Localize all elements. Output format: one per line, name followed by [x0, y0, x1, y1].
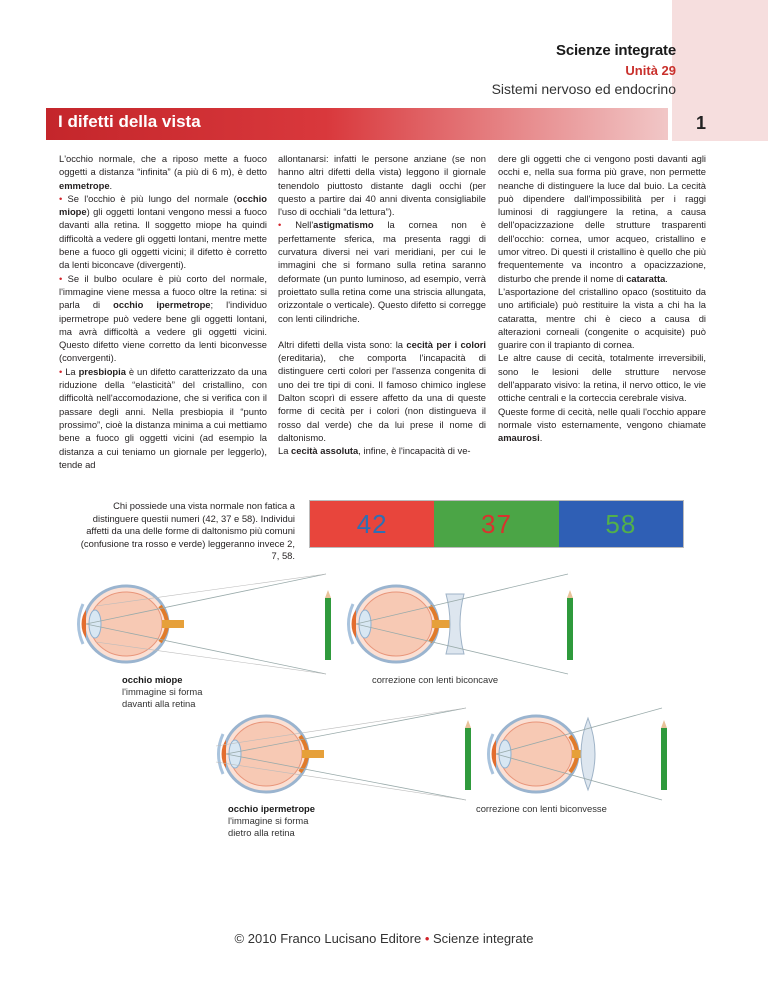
paragraph: La cecità assoluta, infine, è l'incapacità di ve- — [278, 445, 471, 457]
bullet-icon: • — [59, 365, 63, 377]
corner-tab — [672, 0, 768, 141]
footer-copyright: © 2010 Franco Lucisano Editore — [234, 931, 422, 946]
paragraph: L'occhio normale, che a riposo mette a fuoco oggetti a distanza “infinita” (a più di 6 m), è detto emmetrope. — [59, 153, 267, 191]
label-myopic-eye: occhio miope l'immagine si forma davanti alla retina — [122, 674, 203, 709]
page-number: 1 — [696, 113, 707, 133]
text-column-3 — [498, 152, 706, 445]
paragraph: allontanarsi: infatti le persone anziane (se non hanno altri difetti della vista) leggono il giornale tenendolo piuttosto distante dagli occhi (per questo a partire dai 40 anni diventa consigliabile l'uso di occhiali “da lettura”). — [278, 153, 486, 218]
label-biconcave-correction: correzione con lenti biconcave — [372, 674, 499, 685]
paragraph: L'asportazione del cristallino opaco (sostituito da uno artificiale) può restituire la vista a chi ha la cataratta, mentre chi è cieco a causa di alterazioni corneali (congenite o acquisite) può guarire con il trapianto di cornea. — [498, 285, 706, 351]
paragraph: • Se il bulbo oculare è più corto del normale, l'immagine viene messa a fuoco oltre la retina: si parla di occhio ipermetrope; l'individuo ipermetrope può vedere bene gli oggetti lontani, ma avrà difficoltà a vedere gli oggetti vicini. Questo difetto viene corretto da lenti biconvesse (convergenti). — [59, 272, 268, 364]
figure-caption: Chi possiede una vista normale non fatica a distinguere questii numeri (42, 37 e 58). Individui affetti da una delle forme di daltonismo più comuni (confusione tra rosso e verde) leggeranno invece 2, 7, 58. — [80, 500, 295, 562]
paragraph: Le altre cause di cecità, totalmente irreversibili, sono le lesioni delle strutture nervose dell'apparato visivo: la retina, il nervo ottico, le vie ottiche centrali e la corteccia cerebrale visiva. — [498, 352, 706, 404]
header-subject: Scienze integrate — [556, 42, 676, 59]
section-title-bar — [46, 108, 668, 140]
hyperopic-eye-diagram — [216, 708, 471, 800]
myopic-eye-diagram — [79, 574, 332, 674]
color-plate-58: 58 — [559, 501, 683, 547]
footer — [0, 931, 768, 946]
footer-separator: • — [424, 931, 430, 946]
bullet-icon: • — [59, 272, 63, 284]
color-plate-42: 42 — [310, 501, 434, 547]
color-plates — [309, 500, 684, 548]
color-plate-37: 37 — [434, 501, 558, 547]
biconvex-correction-diagram — [489, 708, 668, 800]
paragraph: • La presbiopia è un difetto caratterizzato da una riduzione della “elasticità” del cristallino, con difficoltà nell'accomodazione, che si verifica con il passare degli anni. Nella presbiopia il “punto prossimo”, cioè la distanza minima a cui mettiamo bene a fuoco gli oggetti vicini (ad esempio la distanza a cui teniamo un giornale per leggerlo), tende ad — [59, 365, 267, 470]
paragraph: Queste forme di cecità, nelle quali l'occhio appare normale visto esternamente, vengono chiamate amaurosi. — [498, 405, 706, 444]
section-title: I difetti della vista — [58, 112, 201, 131]
header-topic: Sistemi nervoso ed endocrino — [491, 81, 676, 97]
text-column-1 — [59, 152, 267, 471]
eye-diagrams — [56, 556, 696, 846]
paragraph: • Se l'occhio è più lungo del normale (occhio miope) gli oggetti lontani vengono messi a fuoco davanti alla retina. Il soggetto miope ha quindi difficoltà a vedere gli oggetti lontani, mentre mette bene a fuoco gli oggetti vicini; il difetto è corretto da lenti biconcave (divergenti). — [59, 192, 267, 271]
label-biconvex-correction: correzione con lenti biconvesse — [476, 803, 607, 814]
header-unit: Unità 29 — [625, 63, 676, 78]
paragraph: • Nell'astigmatismo la cornea non è perfettamente sferica, ma presenta raggi di curvatura diversi nei vari meridiani, per cui le immagini che si formano sulla retina saranno deformate (un punto luminoso, ad esempio, verrà proiettato sulla retina come una striscia allungata, orizzontale o verticale). Questo difetto si corregge con lenti cilindriche. — [278, 219, 486, 324]
bullet-icon: • — [278, 219, 282, 231]
text-column-2 — [278, 152, 486, 458]
bullet-icon: • — [59, 192, 63, 204]
biconcave-correction-diagram — [349, 574, 574, 674]
label-hyperopic-eye: occhio ipermetrope l'immagine si forma dietro alla retina — [228, 803, 315, 838]
footer-book: Scienze integrate — [433, 931, 534, 946]
paragraph: Altri difetti della vista sono: la cecità per i colori (ereditaria), che comporta l'incapacità di distinguere certi colori per l'assenza congenita di uno dei tre tipi di coni. Il famoso chimico inglese Dalton scoprì di essere affetto da una di queste forme di cecità per i colori (non distingueva il rosso dal verde) che da lui prese il nome di daltonismo. — [278, 338, 486, 443]
paragraph: dere gli oggetti che ci vengono posti davanti agli occhi e, nella sua forma più grave, non permette neanche di distinguere la luce dal buio. La cecità può dipendere dall'impossibilità per i raggi luminosi di raggiungere la retina, a causa dell'opacizzazione delle strutture trasparenti dell'occhio: cornea, umor acqueo, cristallino e umor vitreo. Di questi il cristallino è quello che più frequentemente va incontro a opacizzazione, disturbo che prende il nome di cataratta. — [498, 153, 706, 284]
